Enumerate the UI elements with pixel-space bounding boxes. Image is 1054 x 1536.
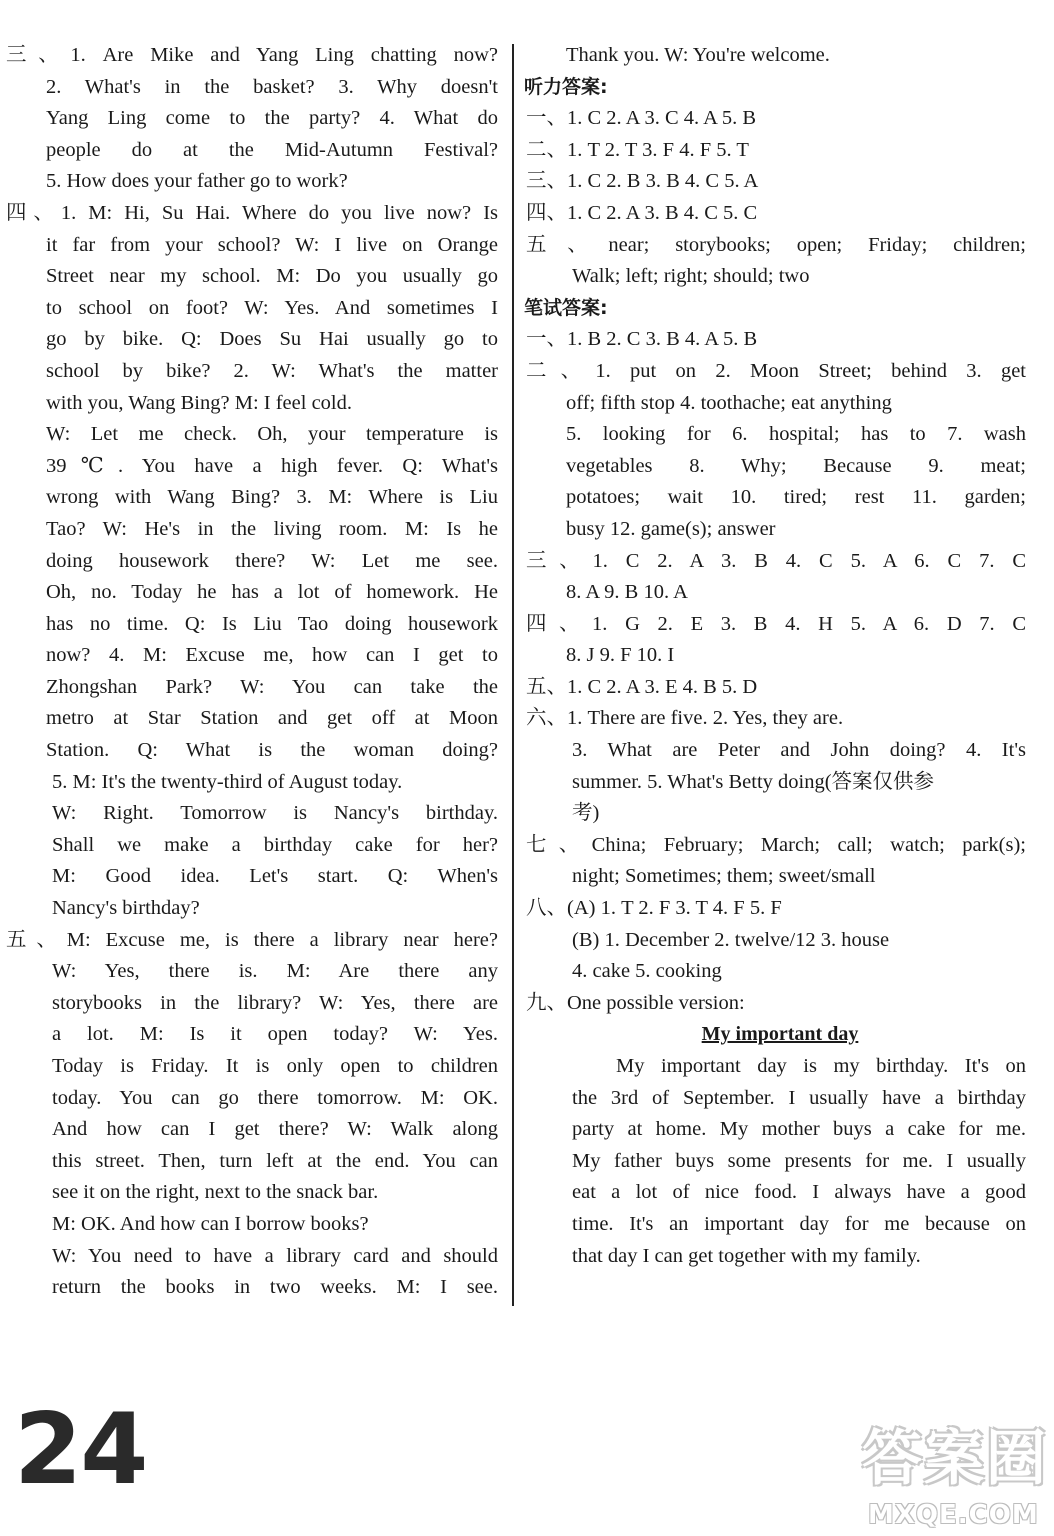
answer-line: night; Sometimes; them; sweet/small — [572, 865, 876, 888]
text-line: W: You need to have a library card and should — [52, 1244, 498, 1267]
answer-line: off; fifth stop 4. toothache; eat anything — [566, 391, 892, 414]
page-number: 24 — [14, 1393, 147, 1507]
section-heading-written: 笔试答案: — [524, 296, 608, 319]
column-divider — [512, 44, 514, 1306]
answer-line: 八、(A) 1. T 2. F 3. T 4. F 5. F — [526, 897, 782, 920]
essay-line: My father buys some presents for me. I usually — [572, 1149, 1026, 1172]
watermark-logo — [862, 1418, 1052, 1534]
text-line: a lot. M: Is it open today? W: Yes. — [52, 1023, 498, 1046]
text-line: Shall we make a birthday cake for her? — [52, 833, 498, 856]
answer-line: 四、1. C 2. A 3. B 4. C 5. C — [526, 201, 758, 224]
text-line: Oh, no. Today he has a lot of homework. He — [46, 581, 498, 604]
answer-line: 六、1. There are five. 2. Yes, they are. — [526, 707, 844, 730]
text-line: today. You can go there tomorrow. M: OK. — [52, 1086, 498, 1109]
text-line: M: Good idea. Let's start. Q: When's — [52, 865, 498, 888]
watermark-url: MXQE.COM — [868, 1500, 1039, 1530]
text-line: Street near my school. M: Do you usually go — [46, 265, 498, 288]
answer-line: summer. 5. What's Betty doing(答案仅供参 — [572, 770, 935, 793]
answer-line: 七、China; February; March; call; watch; park(s); — [526, 833, 1026, 856]
text-line: 五、M: Excuse me, is there a library near here? — [6, 928, 498, 951]
answer-line: 五、1. C 2. A 3. E 4. B 5. D — [526, 675, 758, 698]
text-line: Thank you. W: You're welcome. — [566, 44, 830, 66]
text-line: 39℃. You have a high fever. Q: What's — [46, 454, 498, 477]
answer-line: busy 12. game(s); answer — [566, 517, 776, 540]
text-line: return the books in two weeks. M: I see. — [52, 1276, 498, 1299]
answer-line: 二、1. put on 2. Moon Street; behind 3. get — [526, 359, 1026, 382]
text-line: Zhongshan Park? W: You can take the — [46, 675, 498, 698]
text-line: And how can I get there? W: Walk along — [52, 1118, 498, 1141]
text-line: Nancy's birthday? — [52, 897, 200, 920]
left-column — [0, 40, 512, 1304]
text-line: doing housework there? W: Let me see. — [46, 549, 498, 572]
text-line: Yang Ling come to the party? 4. What do — [46, 107, 498, 130]
text-line: school by bike? 2. W: What's the matter — [46, 359, 498, 382]
answer-line: vegetables 8. Why; Because 9. meat; — [566, 454, 1026, 477]
essay-title: My important day — [701, 1023, 859, 1046]
text-line: Today is Friday. It is only open to children — [52, 1055, 498, 1077]
text-line: W: Right. Tomorrow is Nancy's birthday. — [52, 802, 498, 825]
answer-line: 8. A 9. B 10. A — [566, 581, 688, 604]
text-line: storybooks in the library? W: Yes, there are — [52, 991, 498, 1014]
answer-line: 三、1. C 2. A 3. B 4. C 5. A 6. C 7. C — [526, 549, 1026, 572]
text-line: metro at Star Station and get off at Moon — [46, 707, 498, 730]
answer-line: 九、One possible version: — [526, 991, 745, 1014]
watermark-logo-text: 答案圈 — [862, 1424, 1048, 1494]
text-line: now? 4. M: Excuse me, how can I get to — [46, 644, 498, 667]
section-heading-listening: 听力答案: — [524, 75, 608, 98]
essay-line: My important day is my birthday. It's on — [616, 1055, 1026, 1077]
text-line: wrong with Wang Bing? 3. M: Where is Liu — [46, 486, 498, 509]
answer-line: 五、near; storybooks; open; Friday; children; — [526, 233, 1026, 256]
text-line: Station. Q: What is the woman doing? — [46, 739, 498, 762]
answer-line: 3. What are Peter and John doing? 4. It's — [572, 739, 1026, 762]
essay-line: time. It's an important day for me because on — [572, 1212, 1026, 1235]
text-line: see it on the right, next to the snack bar. — [52, 1181, 379, 1204]
text-line: with you, Wang Bing? M: I feel cold. — [46, 391, 352, 414]
right-column — [520, 40, 1040, 1272]
text-line: 四、1. M: Hi, Su Hai. Where do you live now? Is — [6, 201, 498, 224]
text-line: people do at the Mid-Autumn Festival? — [46, 138, 498, 161]
text-line: this street. Then, turn left at the end. You can — [52, 1149, 498, 1172]
text-line: W: Let me check. Oh, your temperature is — [46, 423, 498, 446]
answer-line: 一、1. C 2. A 3. C 4. A 5. B — [526, 107, 757, 130]
text-line: to school on foot? W: Yes. And sometimes I — [46, 296, 498, 319]
answer-line: potatoes; wait 10. tired; rest 11. garden; — [566, 486, 1026, 509]
text-line: 5. How does your father go to work? — [46, 170, 348, 193]
essay-line: the 3rd of September. I usually have a birthday — [572, 1086, 1026, 1109]
answer-line: 考) — [572, 802, 600, 825]
text-line: Tao? W: He's in the living room. M: Is he — [46, 517, 498, 540]
answer-line: 三、1. C 2. B 3. B 4. C 5. A — [526, 170, 759, 193]
answer-line: 四、1. G 2. E 3. B 4. H 5. A 6. D 7. C — [526, 612, 1026, 635]
answer-line: Walk; left; right; should; two — [572, 265, 810, 288]
text-line: M: OK. And how can I borrow books? — [52, 1212, 369, 1235]
answer-line: (B) 1. December 2. twelve/12 3. house — [572, 928, 890, 951]
text-line: 三、1. Are Mike and Yang Ling chatting now? — [6, 44, 498, 66]
text-line: go by bike. Q: Does Su Hai usually go to — [46, 328, 498, 351]
text-line: it far from your school? W: I live on Orange — [46, 233, 498, 256]
text-line: 5. M: It's the twenty-third of August today. — [52, 770, 403, 793]
answer-line: 二、1. T 2. T 3. F 4. F 5. T — [526, 138, 749, 161]
text-line: W: Yes, there is. M: Are there any — [52, 960, 498, 983]
answer-line: 5. looking for 6. hospital; has to 7. wash — [566, 423, 1026, 446]
text-line: 2. What's in the basket? 3. Why doesn't — [46, 75, 498, 98]
essay-line: party at home. My mother buys a cake for me. — [572, 1118, 1026, 1141]
answer-line: 一、1. B 2. C 3. B 4. A 5. B — [526, 328, 758, 351]
answer-line: 4. cake 5. cooking — [572, 960, 722, 983]
answer-line: 8. J 9. F 10. I — [566, 644, 675, 667]
essay-line: that day I can get together with my family. — [572, 1244, 921, 1267]
essay-line: eat a lot of nice food. I always have a good — [572, 1181, 1026, 1204]
text-line: has no time. Q: Is Liu Tao doing housework — [46, 612, 498, 635]
